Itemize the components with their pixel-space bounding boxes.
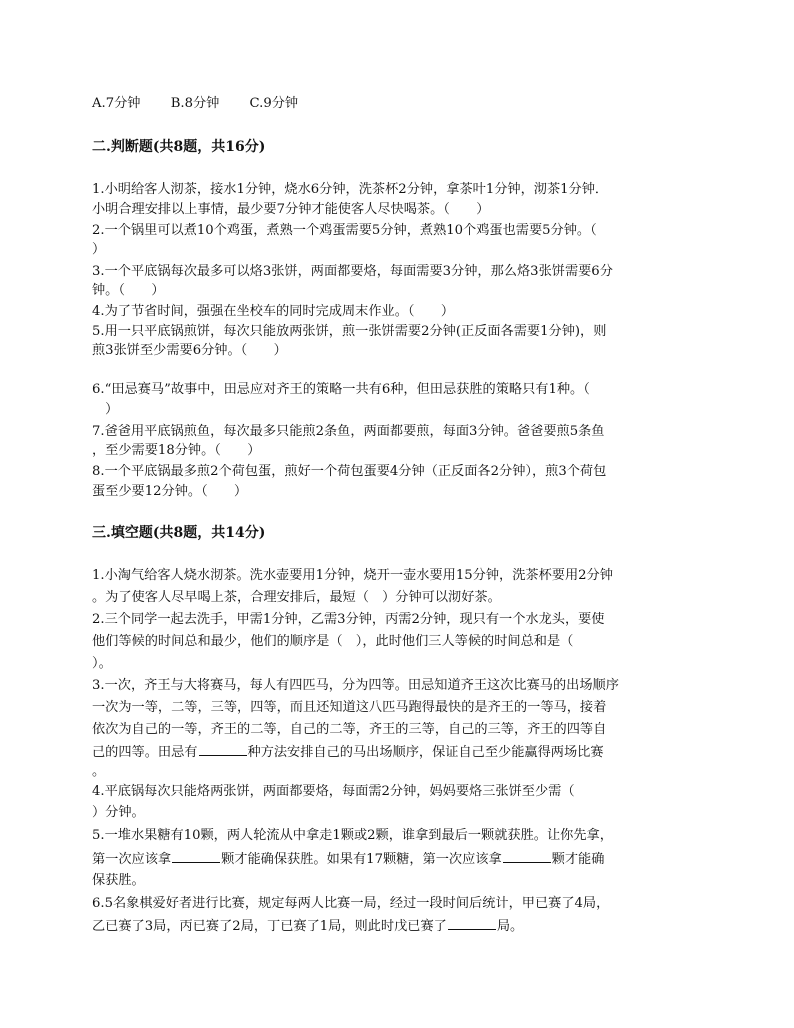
- fill-q4-line1: 4.平底锅每次只能烙两张饼，两面都要烙，每面需2分钟，妈妈要烙三张饼至少需（: [92, 784, 575, 799]
- judge-q4-line1: 4.为了节省时间，强强在坐校车的同时完成周末作业。（ ）: [92, 304, 455, 319]
- judge-q8-line2: 蛋至少要12分钟。（ ）: [92, 484, 248, 499]
- option-c: C.9分钟: [249, 96, 299, 111]
- fill-q6-line2: [92, 916, 712, 937]
- fill-q5-line1: 5.一堆水果糖有10颗，两人轮流从中拿走1颗或2颗，谁拿到最后一颗就获胜。让你先拿，: [92, 828, 613, 843]
- judge-q1-line1: 1.小明给客人沏茶，接水1分钟，烧水6分钟，洗茶杯2分钟，拿茶叶1分钟，沏茶1分钟．: [92, 182, 609, 197]
- option-row: [92, 94, 712, 114]
- fill-q2-line2: 他们等候的时间总和最少，他们的顺序是（ ），此时他们三人等候的时间总和是（: [92, 634, 574, 649]
- judge-q7-line1: 7.爸爸用平底锅煎鱼，每次最多只能煎2条鱼，两面都要煎，每面3分钟。爸爸要煎5条鱼: [92, 424, 605, 439]
- answer-blank: [448, 916, 496, 930]
- fill-q3-line2: 一次为一等，二等，三等，四等，而且还知道这八匹马跑得最快的是齐王的一等马，接着: [92, 700, 607, 715]
- fill-q6-line1: 6.5名象棋爱好者进行比赛，规定每两人比赛一局，经过一段时间后统计，甲已赛了4局，: [92, 896, 610, 911]
- fill-q3-line3: 依次为自己的一等，齐王的二等，自己的二等，齐王的三等，自己的三等，齐王的四等自: [92, 722, 607, 737]
- answer-blank: [503, 849, 551, 863]
- fill-q5-text-c: 颗才能确: [551, 852, 605, 867]
- judge-q3-line2: 钟。（ ）: [92, 283, 165, 298]
- fill-q3-text-b: 种方法安排自己的马出场顺序，保证自己至少能赢得两场比赛: [247, 745, 604, 760]
- fill-q5-text-a: 第一次应该拿: [92, 852, 172, 867]
- judge-q3-line1: 3.一个平底锅每次最多可以烙3张饼，两面都要烙，每面需要3分钟，那么烙3张饼需要6分: [92, 264, 613, 279]
- fill-q6-text-b: 局。: [496, 919, 524, 934]
- fill-q3-line4: [92, 742, 712, 763]
- fill-q2-line3: ）。: [92, 656, 112, 671]
- section-title-fill-in: 三.填空题(共8题，共14分): [92, 525, 266, 541]
- section-title-judgement: 二.判断题(共8题，共16分): [92, 139, 266, 155]
- fill-q1-line1: 1.小淘气给客人烧水沏茶。洗水壶要用1分钟，烧开一壶水要用15分钟，洗茶杯要用2分钟: [92, 568, 613, 583]
- judge-q6-line2: ）: [92, 402, 119, 417]
- judge-q2-line1: 2.一个锅里可以煮10个鸡蛋，煮熟一个鸡蛋需要5分钟，煮熟10个鸡蛋也需要5分钟。（: [92, 223, 597, 238]
- option-b: B.8分钟: [170, 96, 220, 111]
- fill-q3-line1: 3.一次，齐王与大将赛马，每人有四匹马，分为四等。田忌知道齐王这次比赛马的出场顺序: [92, 678, 619, 693]
- fill-q5-line2: [92, 849, 712, 870]
- fill-q3-line5: 。: [92, 764, 106, 779]
- judge-q5-line1: 5.用一只平底锅煎饼，每次只能放两张饼，煎一张饼需要2分钟(正反面各需要1分钟)，则: [92, 324, 607, 339]
- fill-q1-line2: 。为了使客人尽早喝上茶，合理安排后，最短（ ）分钟可以沏好茶。: [92, 590, 501, 605]
- answer-blank: [199, 742, 247, 756]
- fill-q5-line3: 保获胜。: [92, 873, 145, 888]
- judge-q7-line2: ，至少需要18分钟。（ ）: [92, 443, 261, 458]
- fill-q4-line2: ）分钟。: [92, 805, 145, 820]
- judge-q6-line1: 6.“田忌赛马”故事中，田忌应对齐王的策略一共有6种，但田忌获胜的策略只有1种。（: [92, 382, 590, 397]
- answer-blank: [172, 849, 220, 863]
- fill-q2-line1: 2.三个同学一起去洗手，甲需1分钟，乙需3分钟，丙需2分钟，现只有一个水龙头，要使: [92, 612, 605, 627]
- judge-q5-line2: 煎3张饼至少需要6分钟。（ ）: [92, 343, 287, 358]
- judge-q2-line2: ）: [92, 242, 106, 257]
- fill-q6-text-a: 乙已赛了3局，丙已赛了2局，丁已赛了1局，则此时戊已赛了: [92, 919, 447, 934]
- judge-q8-line1: 8.一个平底锅最多煎2个荷包蛋，煎好一个荷包蛋要4分钟（正反面各2分钟），煎3个荷包: [92, 464, 607, 479]
- fill-q3-text-a: 己的四等。田忌有: [92, 745, 198, 760]
- fill-q5-text-b: 颗才能确保获胜。如果有17颗糖，第一次应该拿: [221, 852, 502, 867]
- option-a: A.7分钟: [92, 96, 141, 111]
- judge-q1-line2: 小明合理安排以上事情，最少要7分钟才能使客人尽快喝茶。（ ）: [92, 202, 490, 217]
